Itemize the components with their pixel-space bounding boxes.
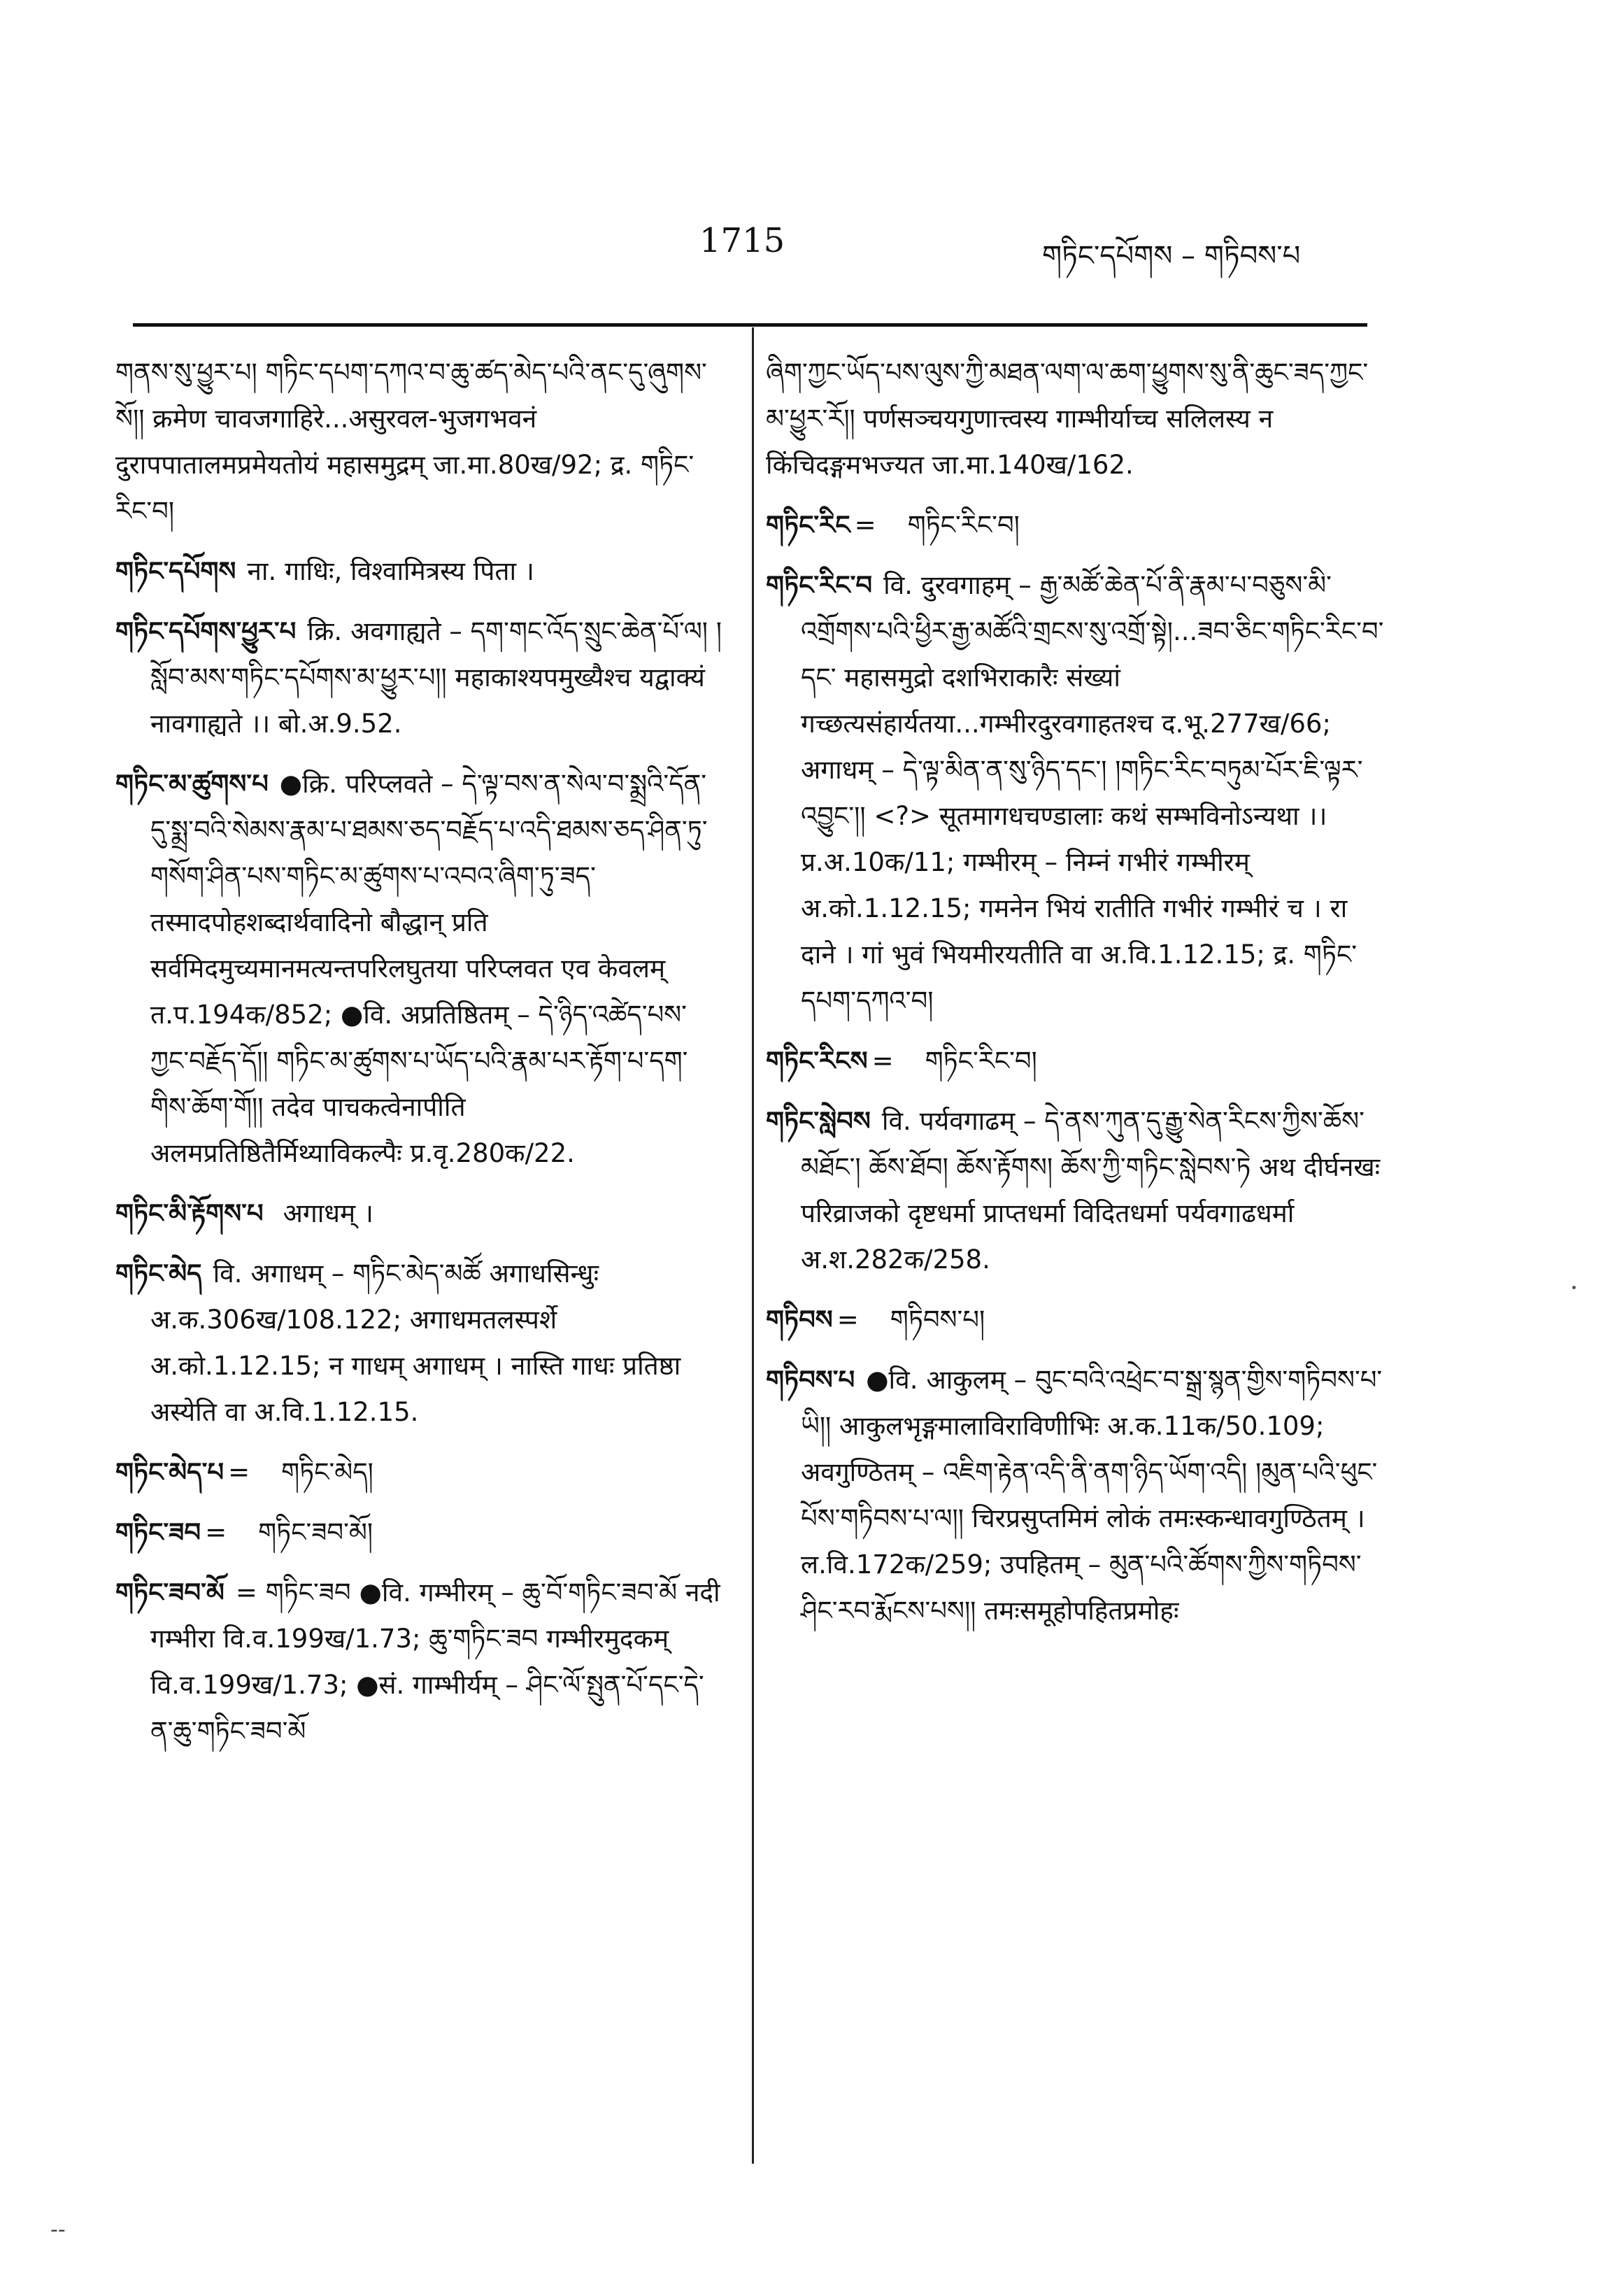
entry-text: आकुलम् – བུང་བའི་འཕྲེང་བ་སྒྲ་སྙན་གྱིས་གཏིབས་པ་ཡི།། आकुलभृङ्गमालाविराविणीभिः अ.क.11क/50.109; अवगुण्ठितम् – འཇིག་རྟེན་འདི་ནི་ནག་ཉིད་ཡོག་འདི། །མུན་པའི་ཕུང་པོས་གཏིབས་པ་ལ།། चिरप्रसुप्तमिमं लोकं तमःस्कन्धावगुण्ठितम् । ल.वि.172क/259; उपहितम् – མུན་པའི་ཚོགས་ཀྱིས་གཏིབས་ཤིང་རབ་རྨོངས་པས།། तमःसमूहोपहितप्रमोहः [801,1365,1383,1626]
running-head: གཏིང་དཔོགས – གཏིབས་པ [1042,240,1301,272]
dictionary-entry [766,1098,1388,1283]
grammar-label: ●वि. [866,1365,918,1395]
entry-text: अगाधम् – གཏིང་མེད་མཚོ अगाधसिन्धुः अ.क.306ख/108.122; अगाधमतलस्पर्शे अ.को.1.12.15; न गाधम् अगाधम् । नास्ति गाधः प्रतिष्ठा अस्येति वा अ.वि.1.12.15. [150,1258,681,1427]
headword: གཏིང་རིང [766,510,850,540]
headword: གཏིང་མེད [115,1258,202,1289]
cross-reference: གཏིང་རིང་བ། [925,1046,1037,1076]
cross-reference-entry: གཏིང་རིང = གཏིང་རིང་བ། [766,510,1020,540]
headword: གཏིང་ཟབ་མོ [115,1577,225,1608]
margin-mark: -- [50,2218,66,2242]
cross-reference: གཏིང་མེད། [281,1457,373,1487]
cross-reference: གཏིང་ཟབ་མོ། [258,1517,373,1547]
grammar-label: ●क्रि. [279,769,337,799]
headword: གཏིང་མི་རྟོགས་པ [115,1198,264,1228]
entry-text: अवगाह्यते – དག་གང་འོད་སྲུང་ཆེན་པོ་ལ། །སློབ་མས་གཏིང་དཔོགས་མ་ཕྱུར་པ།། महाकाश्यपमुख्यैश्च यद्वाक्यं नावगाह्यते ।। बो.अ.9.52. [150,616,722,739]
cross-reference: གཏིང་རིང་བ། [907,510,1020,540]
grammar-label: क्रि. [307,616,343,646]
dictionary-entry [766,350,1388,488]
header-rule [133,323,1367,327]
grammar-label: ना. [247,556,277,586]
entry-text: གནས་སུ་ཕྱུར་པ། གཏིང་དཔག་དཀའ་བ་ཆུ་ཚད་མེད་པའི་ནང་དུ་ཞུགས་སོ།། क्रमेण चावजगाहिरे...असुरवल-भुजगभवनं दुरापपातालमप्रमेयतोयं महासमुद्रम् जा.मा.80ख/92; द्र. གཏིང་རིང་བ། [115,357,707,526]
entry-text: दुरवगाहम् – རྒྱ་མཚོ་ཆེན་པོ་ནི་རྣམ་པ་བཅུས་མི་འགྲོགས་པའི་ཕྱིར་རྒྱ་མཚོའི་གྲངས་སུ་འགྲོ་སྟེ།...ཟབ་ཅིང་གཏིང་རིང་བ་དང་ महासमुद्रो दशभिराकारैः संख्यां गच्छत्यसंहार्यतया...गम्भीरदुरवगाहतश्च द.भू.277ख/66; अगाधम् – དེ་ལྟ་མིན་ན་སུ་ཉིད་དང་། །གཏིང་རིང་བཏུམ་པོར་ཇི་ལྟར་འབྱུང་།། <?> सूतमागधचण्डालाः कथं सम्भविनोऽन्यथा ।। प्र.अ.10क/11; गम्भीरम् – निम्नं गभीरं गम्भीरम् अ.को.1.12.15; गमनेन भियं रातीति गभीरं गम्भीरं च । रा दाने । गां भुवं भियमीरयतीति वा अ.वि.1.12.15; द्र. གཏིང་དཔག་དཀའ་བ། [801,570,1384,1016]
entry-text: गाधिः, विश्वामित्रस्य पिता । [285,556,534,586]
headword: གཏིང་རིང་བ [766,570,873,600]
entry-text: परिप्लवते – དེ་ལྟ་བས་ན་སེལ་བ་སྨྲའི་དོན་དུ་སྨྲ་བའི་སེམས་རྣམ་པ་ཐམས་ཅད་བརྗོད་པ་འདི་ཐམས་ཅད་ཤིན་ཏུ་གསོག་ཤིན་པས་གཏིང་མ་ཚུགས་པ་འབའ་ཞིག་ཏུ་ཟད་ तस्मादपोहशब्दार्थवादिनो बौद्धान् प्रति सर्वमिदमुच्यमानमत्यन्तपरिलघुतया परिप्लवत एव केवलम् त.प.194क/852; ●वि. अप्रतिष्ठितम् – དེ་ཉིད་འཚེད་པས་ཀྱང་བརྗོད་དོ།། གཏིང་མ་ཚུགས་པ་ཡོད་པའི་རྣམ་པར་རྟོག་པ་དག་གིས་ཆོག་གོ།། तदेव पाचकत्वेनापीति अलमप्रतिष्ठितैर्मिथ्याविकल्पैः प्र.वृ.280क/22. [150,769,708,1168]
headword: གཏིང་རིངས [766,1046,868,1076]
entry-text: गम्भीरम् – ཆུ་བོ་གཏིང་ཟབ་མོ नदी गम्भीरा वि.व.199ख/1.73; ཆུ་གཏིང་ཟབ गम्भीरमुदकम् वि.व.199ख/1.73; ●सं. गाम्भीर्यम् – ཤིང་ལོ་སྤུན་པོ་དང་དེ་ན་ཆུ་གཏིང་ཟབ་མོ [150,1577,720,1746]
left-column [115,350,724,1768]
entry-text: अगाधम् । [283,1198,373,1228]
grammar-label: ●वि. [359,1577,411,1608]
cross-reference-entry: གཏིང་ཟབ = གཏིང་ཟབ་མོ། [115,1517,373,1547]
grammar-label: वि. [883,570,913,600]
headword: གཏིང་དཔོགས་ཕྱུར་པ [115,616,297,646]
dictionary-entry [766,562,1388,1024]
entry-text: ཞིག་ཀྱང་ཡོད་པས་ལུས་ཀྱི་མཐན་ལག་ལ་ཆག་ཕྱུགས་སུ་ནི་ཆུང་ཟད་ཀྱང་མ་ཕྱུར་རོ།། पर्णसञ्चयगुणात्त्वस्य गाम्भीर्याच्च सलिलस्य न किंचिदङ्गमभज्यत जा.मा.140ख/162. [766,357,1369,480]
dictionary-entry [766,1357,1388,1634]
page-number: 1715 [699,221,785,260]
cross-reference-entry: གཏིབས = གཏིབས་པ། [766,1305,985,1335]
dictionary-entry [115,1251,724,1435]
dictionary-entry [115,609,724,747]
right-column [766,350,1388,1648]
cross-reference-entry: གཏིང་རིངས = གཏིང་རིང་བ། [766,1046,1037,1076]
headword: གཏིང་མ་ཚུགས་པ [115,769,269,799]
headword: གཏིང་མེད་པ [115,1457,225,1487]
grammar-label: वि. [213,1258,243,1289]
headword: གཏིང་དཔོགས [115,556,236,586]
grammar-label: वि. [881,1106,911,1136]
dictionary-entry [115,350,724,534]
headword: གཏིང་ཟབ [115,1517,201,1547]
edge-dot [1572,1286,1576,1289]
cross-reference: གཏིབས་པ། [890,1305,985,1335]
dictionary-entry [115,548,724,595]
dictionary-entry [115,1570,724,1754]
dictionary-entry [115,1191,724,1237]
dictionary-entry [115,761,724,1177]
headword: གཏིང་སླེབས [766,1106,871,1136]
headword: གཏིབས་པ [766,1365,855,1395]
cross-reference: = གཏིང་ཟབ [235,1577,351,1608]
entry-text: पर्यवगाढम् – དེ་ནས་ཀུན་དུ་རྒྱུ་སེན་རིངས་ཀྱིས་ཆོས་མཐོང་། ཆོས་ཐོབ། ཆོས་རྟོགས། ཆོས་ཀྱི་གཏིང་སླེབས་ཏེ अथ दीर्घनखः परिव्राजको दृष्टधर्मा प्राप्तधर्मा विदितधर्मा पर्यवगाढधर्मा अ.श.282क/258. [801,1106,1381,1275]
headword: གཏིབས [766,1305,833,1335]
column-divider [752,327,754,2164]
cross-reference-entry: གཏིང་མེད་པ = གཏིང་མེད། [115,1457,373,1487]
